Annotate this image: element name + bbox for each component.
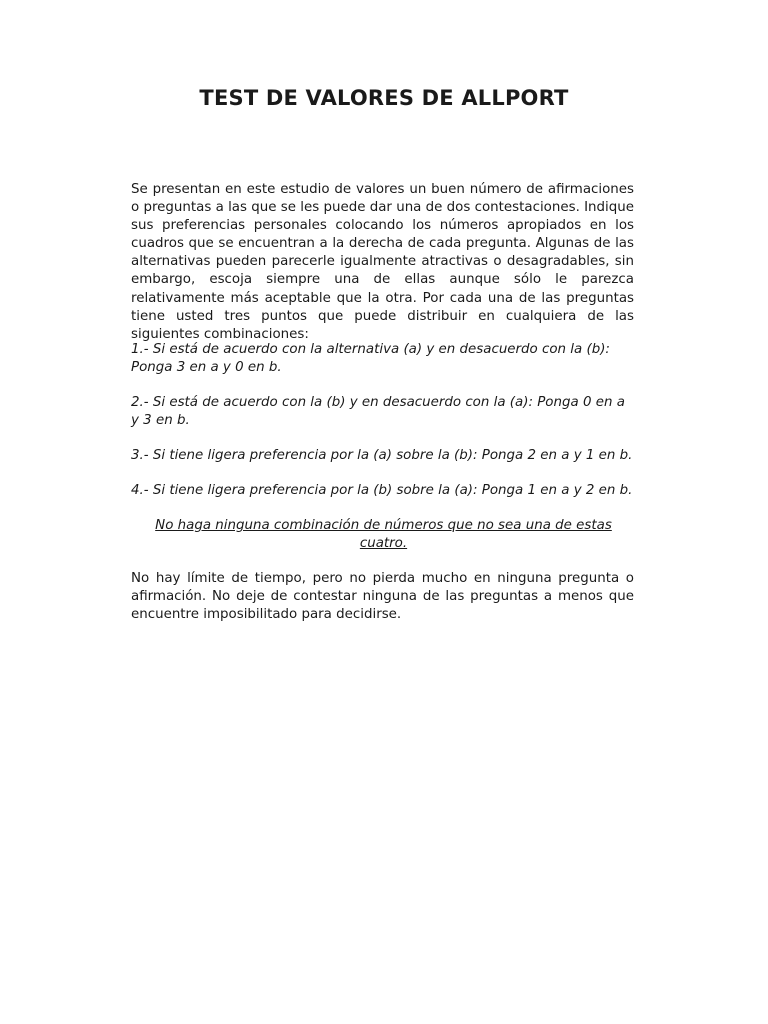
combination-warning: No haga ninguna combinación de números que no sea una de estas cuatro. [155, 518, 612, 552]
option-1: 1.- Si está de acuerdo con la alternativa (a) y en desacuerdo con la (b): Ponga 3 en a y 0 en b. [131, 342, 610, 376]
document-title: TEST DE VALORES DE ALLPORT [199, 86, 569, 110]
closing-paragraph: No hay límite de tiempo, pero no pierda mucho en ninguna pregunta o afirmación. No deje de contestar ninguna de las preguntas a menos que encuentre imposibilitado para decidirse. [131, 571, 634, 623]
intro-paragraph: Se presentan en este estudio de valores un buen número de afirmaciones o preguntas a las que se les puede dar una de dos contestaciones. Indique sus preferencias personales colocando los números apropiados en los cuadros que se encuentran a la derecha de cada pregunta. Algunas de las alternativas pueden parecerle igualmente atractivas o desagradables, sin embargo, escoja siempre una de ellas aunque sólo le parezca relativamente más aceptable que la otra. Por cada una de las preguntas tiene usted tres puntos que puede distribuir en cualquiera de las siguientes combinaciones: [131, 182, 634, 342]
option-2: 2.- Si está de acuerdo con la (b) y en desacuerdo con la (a): Ponga 0 en a y 3 en b. [131, 395, 625, 429]
option-4: 4.- Si tiene ligera preferencia por la (b) sobre la (a): Ponga 1 en a y 2 en b. [131, 483, 633, 498]
option-3: 3.- Si tiene ligera preferencia por la (a) sobre la (b): Ponga 2 en a y 1 en b. [131, 448, 633, 463]
